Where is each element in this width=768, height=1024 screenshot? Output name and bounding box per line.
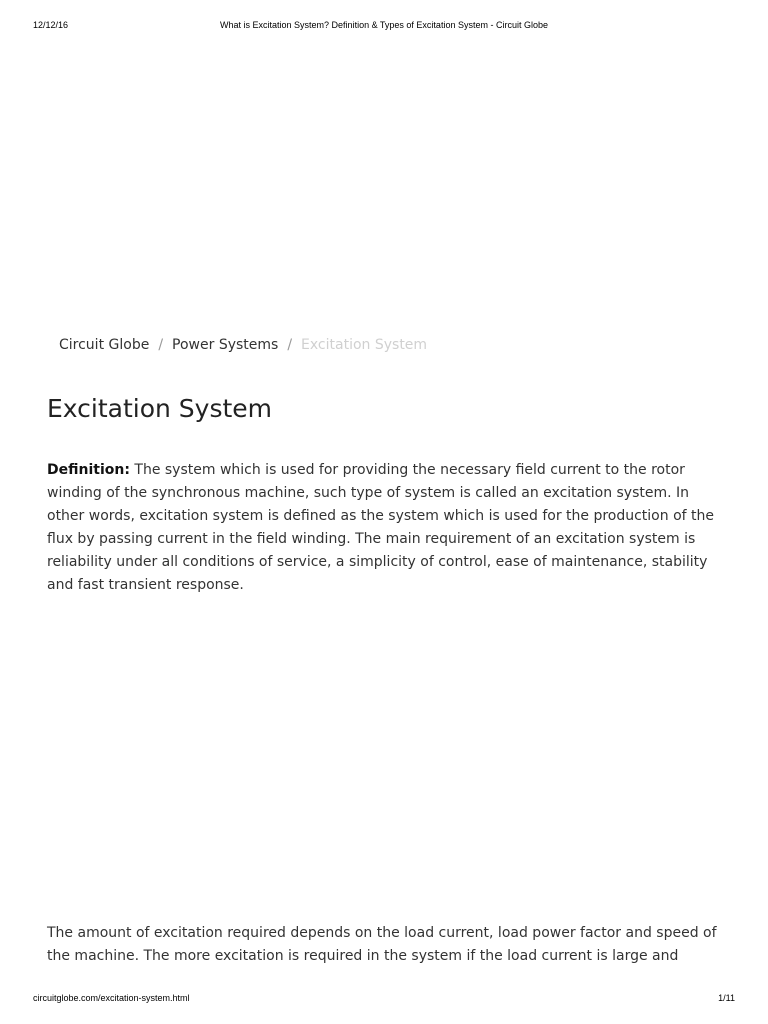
definition-label: Definition: [47, 462, 130, 478]
print-page-title: What is Excitation System? Definition & Types of Excitation System - Circuit Globe [220, 20, 548, 30]
breadcrumb-separator: / [287, 337, 293, 353]
breadcrumb-separator: / [158, 337, 164, 353]
print-date: 12/12/16 [33, 20, 69, 30]
breadcrumb-current: Excitation System [301, 337, 428, 353]
print-footer [33, 993, 735, 1005]
definition-text: The system which is used for providing the necessary field current to the rotor winding of the synchronous machine, such type of system is called an excitation system. In other words, excitation system is defined as the system which is used for the production of the flux by passing current in the field winding. The main requirement of an excitation system is reliability under all conditions of service, a simplicity of control, ease of maintenance, stability and fast transient response. [47, 462, 714, 593]
breadcrumb-item-power-systems[interactable]: Power Systems [172, 337, 279, 353]
print-url: circuitglobe.com/excitation-system.html [33, 993, 190, 1003]
definition-paragraph [47, 459, 727, 597]
breadcrumb-item-home[interactable]: Circuit Globe [59, 337, 150, 353]
page-title: Excitation System [47, 394, 273, 423]
print-header [33, 20, 735, 32]
breadcrumb [59, 337, 427, 353]
page-number: 1/11 [718, 993, 735, 1003]
body-paragraph: The amount of excitation required depends on the load current, load power factor and speed of the machine. The more excitation is required in the system if the load current is large and [47, 925, 717, 964]
